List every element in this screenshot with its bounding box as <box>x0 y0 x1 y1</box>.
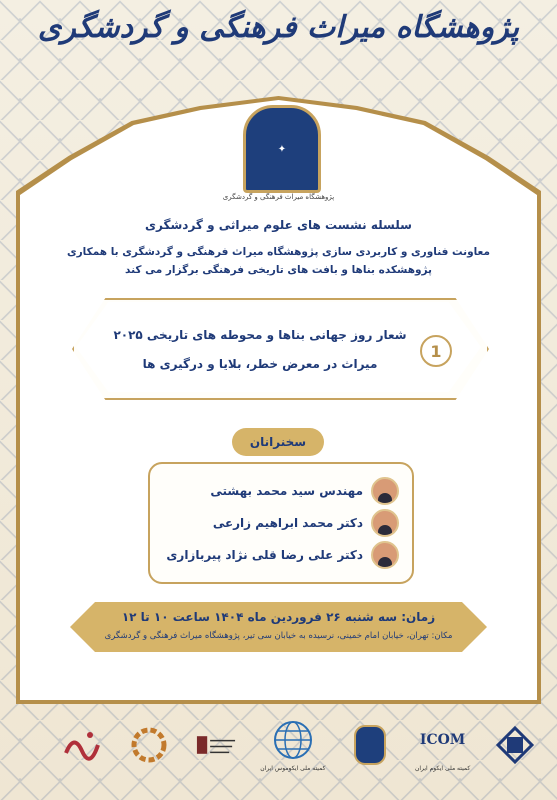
speaker-avatar <box>371 509 399 537</box>
speakers-heading: سخنرانان <box>232 428 324 456</box>
partner-logo-icom <box>415 718 470 772</box>
event-place: مکان: تهران، خیابان امام خمینی، نرسیده به خیابان سی تیر، پژوهشگاه میراث فرهنگی و گردشگری <box>104 631 453 641</box>
slogan-line-2: میراث در معرض خطر، بلایا و درگیری ها <box>142 357 378 371</box>
speaker-item <box>166 541 399 569</box>
institute-small-logo-icon <box>348 723 392 767</box>
icom-text: ICOM <box>419 732 466 748</box>
speaker-avatar <box>371 477 399 505</box>
partner-logo <box>60 723 104 767</box>
icomos-caption: کمیته ملی ایکوموس ایران <box>260 765 326 772</box>
partner-logo <box>348 723 392 767</box>
slogan-line-1: شعار روز جهانی بناها و محوطه های تاریخی ۲۰۲۵ <box>113 328 407 342</box>
icom-logo-icon <box>421 718 465 762</box>
institute-logo-mark: ✦ <box>277 143 287 155</box>
organizer-line-2: پژوهشکده بناها و بافت های تاریخی فرهنگی برگزار می کند <box>125 263 432 276</box>
session-number-badge: 1 <box>420 335 452 367</box>
institute-title: پژوهشگاه میراث فرهنگی و گردشگری <box>37 10 520 45</box>
speaker-name: مهندس سید محمد بهشتی <box>210 484 363 498</box>
speaker-item <box>210 477 399 505</box>
speaker-name: دکتر محمد ابراهیم زارعی <box>212 516 363 530</box>
partner-logo <box>493 723 537 767</box>
organizer-text <box>60 244 497 280</box>
geometric-logo-icon <box>493 723 537 767</box>
icom-caption: کمیته ملی ایکوم ایران <box>414 765 471 772</box>
event-time: زمان: سه شنبه ۲۶ فروردین ماه ۱۴۰۴ ساعت ۱۰ تا ۱۲ <box>121 610 436 624</box>
speaker-avatar <box>371 541 399 569</box>
logo-caption: پژوهشگاه میراث فرهنگی و گردشگری <box>222 193 335 201</box>
emblem-logo-icon <box>127 723 171 767</box>
partner-logo <box>127 723 171 767</box>
globe-icon <box>271 718 315 762</box>
partner-logos <box>60 710 537 780</box>
organizer-line-1: معاونت فناوری و کاربردی سازی پژوهشگاه میراث فرهنگی و گردشگری با همکاری <box>67 246 490 258</box>
partner-logo <box>194 723 238 767</box>
partner-logo-icomos <box>260 718 325 772</box>
speaker-name: دکتر علی رضا قلی نژاد پیربازاری <box>166 548 363 562</box>
research-center-logo-icon <box>194 723 238 767</box>
institute-logo <box>243 105 321 193</box>
calligraphy-logo-icon <box>60 723 104 767</box>
speaker-item <box>213 509 399 537</box>
series-title: سلسله نشست های علوم میراثی و گردشگری <box>145 218 412 232</box>
